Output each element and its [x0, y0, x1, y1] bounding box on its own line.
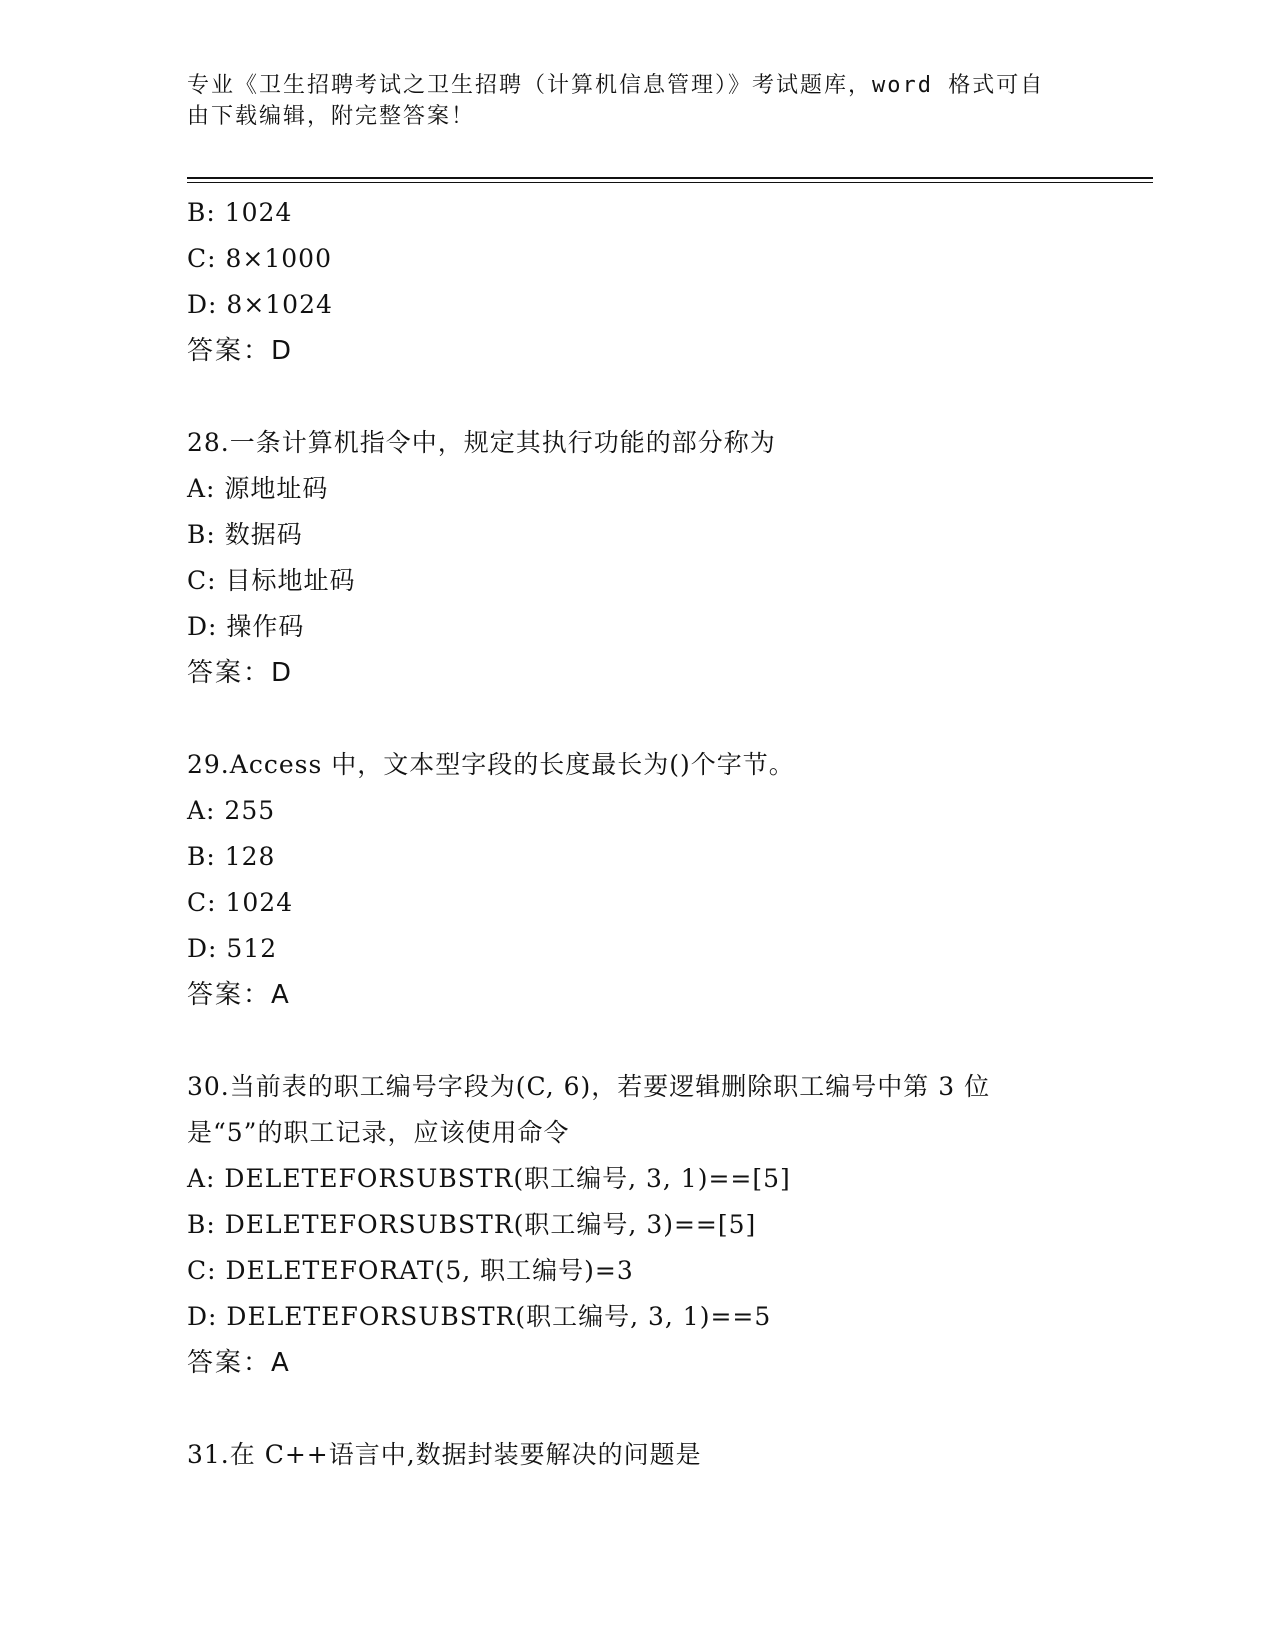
- option-d: D: 操作码: [187, 612, 305, 641]
- answer: 答案：A: [187, 980, 291, 1010]
- header-line-1: 专业《卫生招聘考试之卫生招聘（计算机信息管理）》考试题库，word 格式可自: [187, 73, 1045, 98]
- answer: 答案：D: [187, 658, 294, 688]
- spacer: [187, 374, 1087, 420]
- option-a: A: 255: [187, 796, 276, 825]
- answer: 答案：A: [187, 1348, 291, 1378]
- answer: 答案：D: [187, 336, 294, 366]
- question-29: [187, 742, 1087, 1018]
- option-b: B: 128: [187, 842, 276, 871]
- option-b: B: 1024: [187, 198, 293, 227]
- question-stem: 29.Access 中，文本型字段的长度最长为()个字节。: [187, 750, 795, 779]
- header-rule-thick: [187, 177, 1153, 179]
- option-c: C: 目标地址码: [187, 566, 356, 595]
- question-27: [187, 190, 1087, 374]
- question-28: [187, 420, 1087, 696]
- option-b: B: 数据码: [187, 520, 303, 549]
- spacer: [187, 1018, 1087, 1064]
- document-header: [187, 70, 1067, 132]
- spacer: [187, 1386, 1087, 1432]
- question-stem-line-2: 是“5”的职工记录，应该使用命令: [187, 1118, 570, 1147]
- option-c: C: DELETEFORAT(5, 职工编号)=3: [187, 1256, 634, 1285]
- option-b: B: DELETEFORSUBSTR(职工编号, 3)==[5]: [187, 1210, 757, 1239]
- spacer: [187, 696, 1087, 742]
- question-stem: 28.一条计算机指令中，规定其执行功能的部分称为: [187, 428, 776, 457]
- question-stem-line-1: 30.当前表的职工编号字段为(C, 6)，若要逻辑删除职工编号中第 3 位: [187, 1072, 991, 1101]
- question-stem: 31.在 C++语言中,数据封装要解决的问题是: [187, 1440, 702, 1469]
- header-line-2: 由下载编辑，附完整答案！: [187, 104, 476, 129]
- question-list: [187, 190, 1087, 1478]
- option-d: D: DELETEFORSUBSTR(职工编号, 3, 1)==5: [187, 1302, 772, 1331]
- option-d: D: 8×1024: [187, 290, 333, 319]
- option-c: C: 8×1000: [187, 244, 332, 273]
- option-a: A: 源地址码: [187, 474, 329, 503]
- option-a: A: DELETEFORSUBSTR(职工编号, 3, 1)==[5]: [187, 1164, 791, 1193]
- header-rule-thin: [187, 182, 1153, 183]
- option-c: C: 1024: [187, 888, 294, 917]
- option-d: D: 512: [187, 934, 278, 963]
- question-30: [187, 1064, 1087, 1386]
- question-31: [187, 1432, 1087, 1478]
